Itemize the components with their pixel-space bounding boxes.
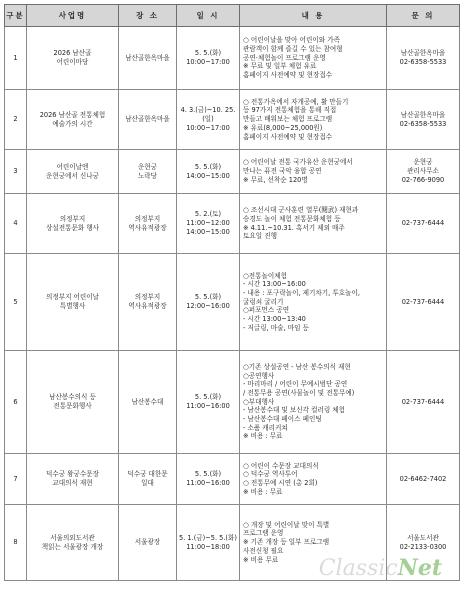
cell-contact	[387, 254, 460, 351]
cell-date-line: 14:00~15:00	[186, 227, 230, 236]
cell-content	[240, 351, 387, 454]
cell-no: 1	[5, 27, 27, 90]
cell-content-line: - 소품 캐리커쳐	[243, 423, 288, 432]
cell-date-line: 5. 5.(화)	[194, 293, 222, 302]
cell-name-line: 2026 남산골 전통체험	[39, 110, 106, 119]
table-row	[5, 27, 460, 90]
watermark-accent: Net	[397, 555, 442, 581]
cell-contact	[387, 194, 460, 254]
cell-name-line: 의정부지	[59, 214, 86, 223]
cell-content-line: - 마리마리 / 어린이 무예시범단 공연	[243, 380, 348, 389]
cell-content-line: ○ 전통무예 시연 (총 2회)	[243, 479, 318, 487]
cell-place-line: 의정부지	[134, 293, 161, 302]
cell-name-line: 의정부지 어린이날	[45, 293, 100, 302]
cell-content-line: 만나는 퓨전 국악 융합 공연	[243, 167, 322, 176]
cell-name-line: 상설전통문화 행사	[45, 223, 100, 232]
header-row	[5, 5, 460, 27]
cell-date-line: 5. 5.(화)	[194, 49, 222, 58]
cell-contact-line: 02-6462-7402	[399, 474, 447, 483]
cell-no: 7	[5, 454, 27, 505]
cell-content-line: 승경도 놀이 체험 전통문화체험 등	[243, 214, 341, 223]
cell-content-line: ※ 무료, 선착순 120명	[243, 175, 308, 184]
cell-date-line: 5. 5.(화)	[194, 393, 222, 402]
cell-content-line: - 저글링, 마술, 마임 등	[243, 323, 309, 332]
cell-place-line: 서울광장	[134, 538, 161, 547]
cell-place-line: 운현궁	[137, 162, 158, 171]
cell-no: 4	[5, 194, 27, 254]
cell-content-line: 만들고 배워보는 체험 프로그램	[243, 115, 333, 124]
cell-name-line: 어린이날엔	[56, 162, 89, 171]
table-row	[5, 454, 460, 505]
cell-content-line: 홈페이지 사전예약 및 현장접수	[243, 71, 333, 80]
cell-contact	[387, 351, 460, 454]
cell-contact-line: 02-6358-5533	[399, 119, 447, 128]
table-row	[5, 194, 460, 254]
cell-content-line: ※ 유료(8,000~25,000원)	[243, 123, 323, 132]
cell-contact	[387, 90, 460, 150]
cell-name-line: 덕수궁 왕궁수문장	[45, 470, 100, 479]
cell-contact	[387, 454, 460, 505]
cell-date	[177, 454, 240, 505]
cell-no: 3	[5, 150, 27, 194]
cell-name-line: 전통문화행사	[53, 402, 92, 410]
cell-name-line: 남산봉수의식 등	[49, 393, 96, 402]
cell-content-line: - 시간 13:00~16:00	[243, 280, 306, 289]
cell-no: 2	[5, 90, 27, 150]
cell-content-line: ○ 어린이날을 맞아 어린이와 가족	[243, 36, 340, 45]
event-table	[4, 4, 460, 581]
table-row	[5, 254, 460, 351]
cell-place	[119, 505, 177, 581]
cell-date	[177, 27, 240, 90]
cell-name-line: 책읽는 서울광장 개장	[41, 542, 104, 551]
cell-name	[27, 150, 119, 194]
table-row	[5, 90, 460, 150]
cell-place	[119, 27, 177, 90]
cell-date	[177, 351, 240, 454]
cell-date-line: 4. 3.(금)~10. 25.(일)	[180, 106, 236, 124]
cell-content-line: ○ 덕수궁 역사투어	[243, 470, 298, 479]
cell-name	[27, 194, 119, 254]
cell-date	[177, 505, 240, 581]
cell-name	[27, 27, 119, 90]
cell-content-line: - 내용 : 포구락놀이, 제기차기, 투호놀이,	[243, 288, 360, 297]
cell-no: 6	[5, 351, 27, 454]
cell-contact-line: 02-6358-5533	[399, 58, 447, 66]
cell-content-line: ※ 기존 개장 등 일부 프로그램	[243, 538, 330, 547]
cell-contact	[387, 150, 460, 194]
cell-place-line: 남산봉수대	[131, 397, 164, 406]
cell-contact-line: 서울도서관	[407, 533, 439, 542]
cell-content-line: 사전신청 필요	[243, 546, 284, 555]
cell-place	[119, 90, 177, 150]
header-no: 구분	[5, 5, 27, 27]
cell-place	[119, 150, 177, 194]
cell-contact-line: 02-766-9090	[401, 175, 445, 184]
cell-content	[240, 194, 387, 254]
cell-name	[27, 351, 119, 454]
cell-content-line: ○부대행사	[243, 397, 275, 406]
cell-content-line: 홈페이지 사전예약 및 현장접수	[243, 132, 333, 141]
cell-content-line: ○기존 상설공연 - 남산 봉수의식 재현	[243, 362, 351, 371]
cell-content	[240, 454, 387, 505]
cell-contact-line: 02-737-6444	[401, 297, 445, 306]
cell-content	[240, 150, 387, 194]
cell-date-line: 10:00~17:00	[186, 123, 230, 132]
cell-date	[177, 150, 240, 194]
table-row	[5, 150, 460, 194]
header-content: 내 용	[240, 5, 387, 27]
cell-place-line: 남산골한옥마을	[125, 53, 170, 62]
cell-content-line: ○ 전통가옥에서 자개공예, 활 만들기	[243, 97, 349, 106]
cell-place-line: 일대	[141, 479, 154, 487]
cell-place	[119, 454, 177, 505]
cell-content-line: ○퍼포먼스 공연	[243, 306, 290, 315]
cell-contact-line: 02-737-6444	[401, 219, 445, 228]
cell-date-line: 12:00~16:00	[186, 302, 230, 310]
watermark	[319, 555, 442, 581]
cell-place	[119, 351, 177, 454]
cell-place-line: 역사유적광장	[128, 223, 167, 232]
cell-date-line: 14:00~15:00	[186, 171, 230, 180]
header-name: 사업명	[27, 5, 119, 27]
watermark-main: Classic	[318, 556, 398, 581]
cell-name-line: 교대의식 재현	[52, 479, 93, 487]
cell-content-line: 토요일 진행	[243, 232, 277, 241]
cell-date-line: 11:00~18:00	[186, 542, 230, 551]
cell-contact	[387, 27, 460, 90]
cell-date	[177, 90, 240, 150]
cell-content-line: - 남산봉수대 페이스 페인팅	[243, 415, 322, 424]
header-contact: 문 의	[387, 5, 460, 27]
cell-name-line: 특별행사	[59, 302, 86, 310]
cell-name	[27, 254, 119, 351]
cell-content-line: ※ 비용 : 무료	[243, 487, 283, 496]
cell-content	[240, 27, 387, 90]
cell-content-line: ※ 무료 및 일부 체험 유료	[243, 62, 317, 71]
cell-content-line: ○ 어린이 수문장 교대의식	[243, 461, 319, 470]
cell-contact-line: 02-737-6444	[401, 397, 445, 406]
cell-place-line: 덕수궁 대한문	[127, 470, 168, 479]
cell-content-line: 프로그램 운영	[243, 529, 284, 538]
cell-content-line: ※ 4.11.~10.31. 혹서기 제외 매주	[243, 223, 345, 232]
cell-date-line: 11:00~12:00	[186, 219, 230, 228]
cell-date-line: 5. 1.(금)~5. 5.(화)	[179, 533, 237, 542]
cell-name-line: 서울의외도서관	[50, 533, 95, 542]
cell-date-line: 5. 2.(토)	[194, 210, 222, 219]
cell-content-line: ○ 어린이날 전통 국가유산 운현궁에서	[243, 158, 353, 167]
cell-place-line: 의정부지	[134, 214, 161, 223]
table-row	[5, 351, 460, 454]
cell-content-line: ○ 조선시대 군사훈련 열무(閱武) 재현과	[243, 206, 359, 215]
cell-content-line: ○공연행사	[243, 371, 275, 380]
cell-content-line: 관람객이 함께 즐길 수 있는 참여형	[243, 44, 343, 53]
cell-date-line: 11:00~16:00	[186, 402, 230, 410]
cell-place	[119, 194, 177, 254]
cell-date-line: 10:00~17:00	[186, 58, 230, 66]
cell-name	[27, 505, 119, 581]
cell-place-line: 역사유적광장	[128, 302, 167, 310]
header-date: 일 시	[177, 5, 240, 27]
cell-name-line: 운현궁에서 신나궁	[45, 171, 100, 180]
cell-content-line: ○전통놀이체험	[243, 271, 287, 280]
cell-date	[177, 254, 240, 351]
cell-date-line: 5. 5.(화)	[194, 162, 222, 171]
cell-content-line: ○ 개장 및 어린이날 맞이 특별	[243, 520, 330, 529]
cell-content-line: ※ 비용 : 무료	[243, 432, 283, 441]
cell-content	[240, 254, 387, 351]
cell-date-line: 5. 5.(화)	[194, 470, 222, 479]
cell-content-line: - 남산봉수대 및 보신각 컬러링 체험	[243, 406, 346, 415]
cell-name	[27, 454, 119, 505]
cell-no: 5	[5, 254, 27, 351]
cell-contact-line: 관리사무소	[407, 167, 439, 176]
cell-date-line: 11:00~16:00	[186, 479, 230, 487]
cell-content-line: ※ 비용 무료	[243, 555, 279, 564]
header-place: 장 소	[119, 5, 177, 27]
cell-content-line: - 시간 13:00~13:40	[243, 315, 306, 324]
cell-name-line: 어린이마당	[56, 58, 89, 66]
cell-place-line: 남산골한옥마을	[125, 115, 170, 124]
cell-place	[119, 254, 177, 351]
cell-content	[240, 90, 387, 150]
cell-date	[177, 194, 240, 254]
cell-content-line: / 전통무용 공연(사물놀이 및 전통무예)	[243, 388, 355, 397]
cell-content-line: 공연·체험놀이 프로그램 운영	[243, 53, 326, 62]
cell-contact-line: 02-2133-0300	[399, 542, 447, 551]
cell-contact-line: 남산골한옥마을	[400, 110, 446, 119]
cell-place-line: 노락당	[137, 171, 158, 180]
cell-no: 8	[5, 505, 27, 581]
cell-name-line: 2026 남산골	[53, 49, 92, 58]
cell-content-line: 등 97가지 전통체험을 통해 직접	[243, 106, 337, 115]
cell-contact-line: 운현궁	[413, 158, 433, 167]
cell-name-line: 예술가의 시간	[52, 119, 93, 128]
cell-content-line: 굴렁쇠 굴리기	[243, 297, 284, 306]
cell-name	[27, 90, 119, 150]
cell-contact-line: 남산골한옥마을	[400, 49, 446, 58]
